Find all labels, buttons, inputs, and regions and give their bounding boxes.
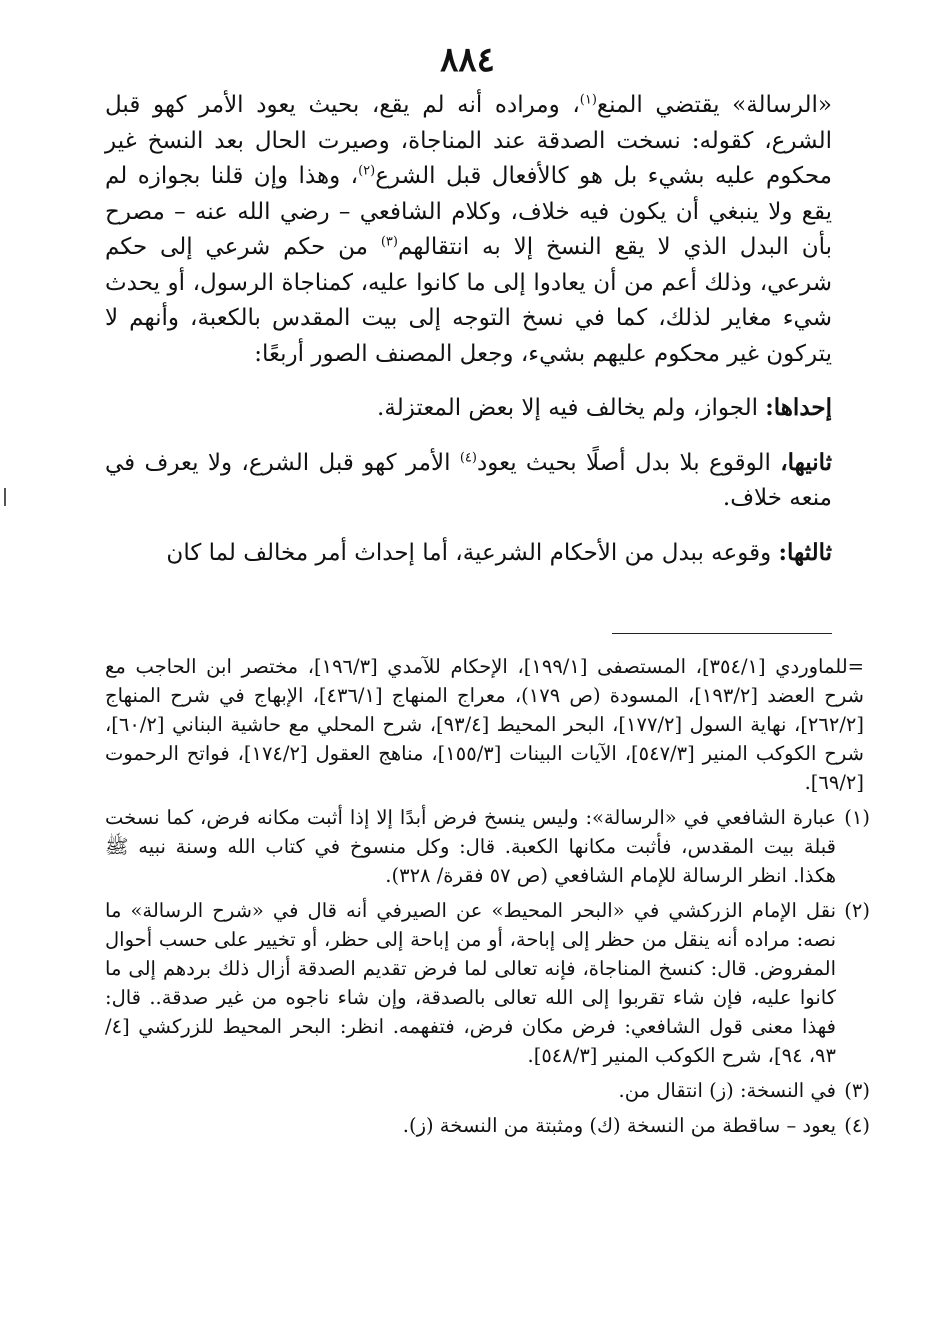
footnote-separator — [612, 633, 832, 634]
footnote-text: عبارة الشافعي في «الرسالة»: وليس ينسخ فرض أبدًا إلا إذا أثبت مكانه فرض، كما نسخت قبلة بيت المقدس، فأثبت مكانها الكعبة. قال: وكل منسوخ في كتاب الله وسنة نبيه ﷺ هكذا. انظر الرسالة للإمام الشافعي (ص ٥٧ فقرة/ ٣٢٨). — [105, 806, 836, 887]
footnote-number: (١) — [844, 806, 870, 829]
footnote-text: في النسخة: (ز) انتقال من. — [618, 1079, 836, 1102]
intro-text-3: ، وهذا وإن قلنا بجوازه لم يقع ولا ينبغي أن يكون فيه خلاف، وكلام الشافعي – رضي الله عنه – مصرح بأن البدل الذي لا يقع النسخ إلا به انتقالهم — [105, 163, 833, 260]
third-case-label: ثالثها: — [778, 538, 832, 566]
footnote-ref-3: (٣) — [380, 234, 398, 250]
main-text — [105, 88, 832, 571]
second-case-paragraph — [105, 445, 832, 517]
footnote-number: (٤) — [844, 1114, 870, 1137]
footnote-text: نقل الإمام الزركشي في «البحر المحيط» عن الصيرفي أنه قال في «شرح الرسالة» ما نصه: مراده أنه ينقل من حظر إلى إباحة، أو من إباحة إلى حظر، أو تخيير على حسب أحوال المفروض. قال: كنسخ المناجاة، فإنه تعالى لما فرض تقديم الصدقة أزال ذلك بردهم إلى ما كانوا عليه، فإن شاء تقربوا إلى الله تعالى بالصدقة، وإن شاء ناجوه من غير صدقة.. قال: فهذا معنى قول الشافعي: فرض مكان فرض، فتفهمه. انظر: البحر المحيط للزركشي [٤/ ٩٣، ٩٤]، شرح الكوكب المنير [٥٤٨/٣]. — [105, 899, 836, 1067]
intro-paragraph — [105, 88, 832, 372]
footnote-number: (٢) — [844, 899, 870, 922]
first-case-paragraph — [105, 390, 832, 427]
intro-text-1: «الرسالة» يقتضي المنع — [596, 92, 832, 118]
third-case-text: وقوعه ببدل من الأحكام الشرعية، أما إحداث أمر مخالف لما كان — [166, 539, 772, 566]
second-case-text-2: الأمر كهو قبل الشرع، ولا يعرف في منعه خلاف. — [105, 449, 832, 511]
intro-text-4: من حكم شرعي إلى حكم شرعي، وذلك أعم من أن يعادوا إلى ما كانوا عليه، كمناجاة الرسول، أو يحدث شيء مغاير لذلك، كما في نسخ التوجه إلى بيت المقدس بالكعبة، وأنهم لا يتركون غير محكوم عليهم بشيء، وجعل المصنف الصور أربعًا: — [105, 234, 832, 367]
footnote-ref-4: (٤) — [459, 449, 477, 465]
footnote-3 — [105, 1076, 870, 1105]
footnote-number: (٣) — [844, 1079, 870, 1102]
first-case-text: الجواز، ولم يخالف فيه إلا بعض المعتزلة. — [377, 395, 758, 421]
footnotes — [105, 652, 870, 1140]
third-case-paragraph — [105, 535, 832, 572]
intro-text-2: ، ومراده أنه لم يقع، بحيث يعود الأمر كهو قبل الشرع، كقوله: نسخت الصدقة عند المناجاة، وصيرت الحال بعد النسخ غير محكوم عليه بشيء بل هو كالأفعال قبل الشرع — [105, 92, 832, 189]
footnote-ref-1: (١) — [579, 92, 597, 108]
footnote-ref-2: (٢) — [358, 163, 376, 179]
footnote-continuation: =للماوردي [٣٥٤/١]، المستصفى [١٩٩/١]، الإحكام للآمدي [١٩٦/٣]، مختصر ابن الحاجب مع شرح العضد [١٩٣/٢]، المسودة (ص ١٧٩)، معراج المنهاج [٤٣٦/١]، الإبهاج في شرح المنهاج [٢٦٢/٢]، نهاية السول [١٧٧/٢]، البحر المحيط [٩٣/٤]، شرح المحلي مع حاشية البناني [٦٠/٢]، شرح الكوكب المنير [٥٤٧/٣]، الآيات البينات [١٥٥/٣]، مناهج العقول [١٧٤/٢]، فواتح الرحموت [٦٩/٢]. — [105, 655, 864, 794]
scan-margin-mark — [4, 488, 6, 506]
footnote-1 — [105, 803, 870, 890]
footnote-text: يعود – ساقطة من النسخة (ك) ومثبتة من النسخة (ز). — [402, 1114, 836, 1137]
first-case-label: إحداها: — [765, 394, 832, 421]
footnote-4 — [105, 1111, 870, 1140]
footnote-2 — [105, 896, 870, 1070]
page-number: ٨٨٤ — [440, 40, 495, 80]
second-case-text-1: الوقوع بلا بدل أصلًا بحيث يعود — [476, 449, 771, 476]
second-case-label: ثانيها، — [780, 448, 833, 476]
